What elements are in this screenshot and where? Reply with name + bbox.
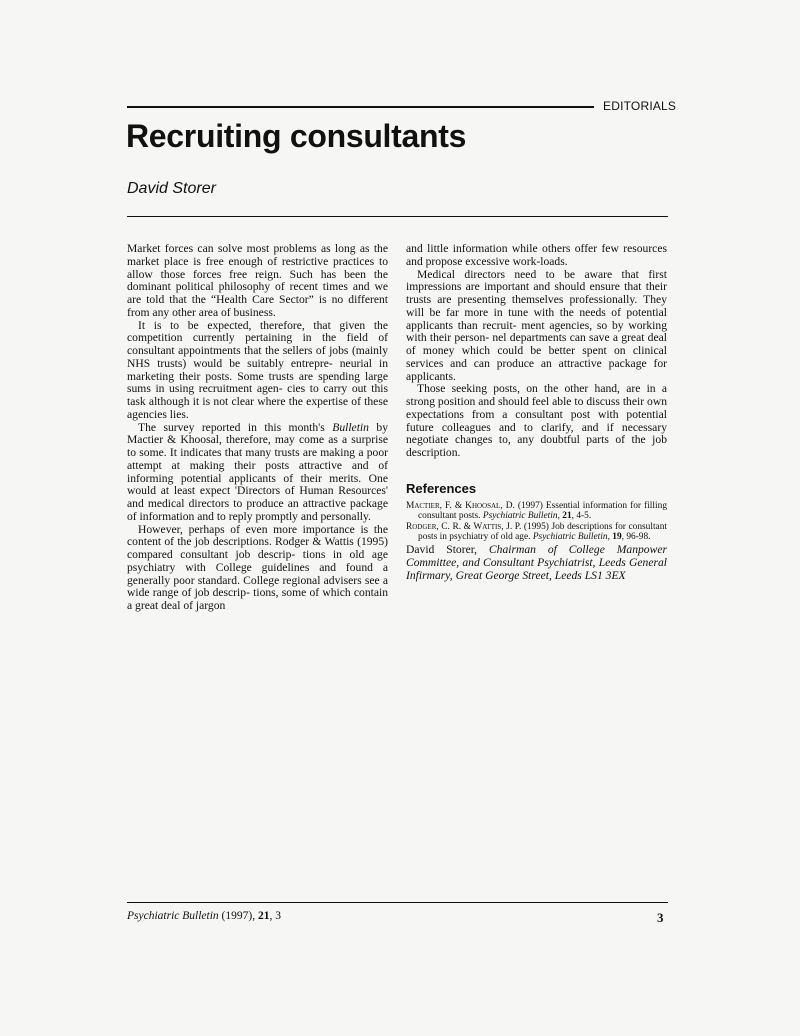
reference-item: Rodger, C. R. & Wattis, J. P. (1995) Job descriptions for consultant posts in psychiatry of old age. Psychiatric Bulletin, 19, 96-98. bbox=[406, 521, 668, 542]
header-divider bbox=[127, 216, 668, 217]
paragraph: and little information while others offer few resources and propose excessive work-loads. bbox=[406, 242, 667, 268]
section-rule bbox=[127, 106, 594, 108]
reference-item: Mactier, F. & Khoosal, D. (1997) Essential information for filling consultant posts. Psychiatric Bulletin, 21, 4-5. bbox=[406, 500, 668, 521]
paragraph: Market forces can solve most problems as long as the market place is free enough of restrictive practices to allow those forces free reign. Such has been the dominant political philosophy of recent times and we are told that the “Health Care Sector” is no different from any other area of business. bbox=[127, 242, 388, 319]
article-author: David Storer bbox=[127, 180, 216, 197]
references-heading: References bbox=[406, 480, 477, 496]
author-affiliation: David Storer, Chairman of College Manpower Committee, and Consultant Psychiatrist, Leeds General Infirmary, Great George Street, Leeds LS1 3EX bbox=[406, 542, 667, 582]
journal-name: Bulletin bbox=[332, 420, 369, 434]
footer-citation: Psychiatric Bulletin (1997), 21, 3 bbox=[127, 910, 281, 922]
paragraph: The survey reported in this month's Bulletin by Mactier & Khoosal, therefore, may come as a surprise to some. It indicates that many trusts are making a poor attempt at making their posts attractive and of informing potential applicants of their merits. One would at least expect 'Directors of Human Resources' and medical directors to produce an attractive package of information and to reply promptly and personally. bbox=[127, 420, 388, 523]
page-number: 3 bbox=[657, 910, 664, 925]
left-column bbox=[127, 243, 388, 613]
footer-rule bbox=[127, 902, 668, 903]
right-column bbox=[406, 243, 667, 582]
article-title: Recruiting consultants bbox=[126, 118, 467, 154]
paragraph: Those seeking posts, on the other hand, are in a strong position and should feel able to discuss their own expectations from a consultant post with potential future colleagues and to clarify, and if necessary negotiate changes to, any doubtful parts of the job description. bbox=[406, 382, 667, 459]
paragraph: Medical directors need to be aware that first impressions are important and should ensure that their trusts are presenting themselves professionally. They will be far more in tune with the needs of potential applicants than recruit- ment agencies, so by working with their person- nel departments can save a great deal of money which could be better spent on clinical services and can produce an attractive package for applicants. bbox=[406, 267, 667, 383]
paragraph: It is to be expected, therefore, that given the competition currently pertaining in the field of consultant appointments that the sellers of jobs (mainly NHS trusts) would be suitably entrepre- neurial in marketing their posts. Some trusts are spending large sums in using recruitment agen- cies to carry out this task although it is not clear where the expertise of these agencies lies. bbox=[127, 318, 388, 421]
section-label: EDITORIALS bbox=[603, 99, 677, 113]
paragraph: However, perhaps of even more importance is the content of the job descriptions. Rodger & Wattis (1995) compared consultant job descrip- tions in old age psychiatry with College guidelines and found a generally poor standard. College regional advisers see a wide range of job descrip- tions, some of which contain a great deal of jargon bbox=[127, 522, 388, 612]
